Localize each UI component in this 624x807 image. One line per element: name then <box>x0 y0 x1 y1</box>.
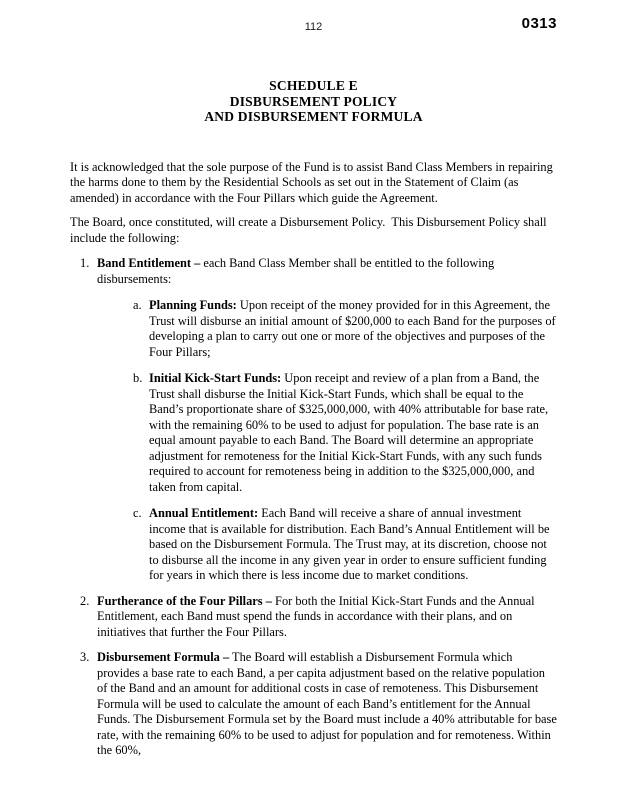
list-item-paragraph <box>97 594 557 641</box>
sub-item-planning-funds <box>133 298 557 360</box>
list-item-paragraph <box>97 256 557 287</box>
list-item-furtherance-four-pillars <box>80 594 557 641</box>
title-line-policy: DISBURSEMENT POLICY <box>229 93 398 109</box>
sub-item-text: Each Band will receive a share of annual investment income that is available for distribution. Each Band’s Annual Entitlement will be based on the Disbursement Formula. The Trust may, at its discretion, choose not to disburse all the income in any given year in order to ensure sufficient funding for years in which there is less income due to market conditions. <box>149 506 553 582</box>
sub-item-letter: c. <box>133 506 142 520</box>
list-item-disbursement-formula <box>80 650 560 759</box>
title-line-formula: AND DISBURSEMENT FORMULA <box>204 109 423 124</box>
list-number: 3. <box>80 650 90 664</box>
list-item-lead: Band Entitlement – <box>97 256 201 270</box>
list-item-lead: Disbursement Formula – <box>97 650 230 664</box>
sub-item-letter: a. <box>133 298 142 312</box>
list-item-body <box>97 594 557 641</box>
sub-item-text: Upon receipt and review of a plan from a Band, the Trust shall disburse the Initial Kick-Start Funds, which shall be equal to the Band’s proportionate share of $325,000,000, with 40% attributable for base rate, with the remaining 60% to be used to adjust for population. The base rate is an equal amount payable to each Band. The Board will determine an appropriate adjustment for remoteness for the Initial Kick-Start Funds, with any such funds required to account for remoteness being in addition to the $325,000,000, and taken from capital. <box>149 371 552 494</box>
sub-item-letter: b. <box>133 371 143 385</box>
list-item-text: The Board will establish a Disbursement Formula which provides a base rate to each Band, a per capita adjustment based on the relative population of the Band and an amount for additional costs in case of remoteness. This Disbursement Formula will be used to calculate the amount of each Band’s entitlement for the Annual Funds. The Disbursement Formula set by the Board must include a 40% attributable for base rate, with the remaining 60% to be used to adjust for population and for remoteness. Within the 60%, <box>97 650 560 757</box>
page-header <box>70 15 557 36</box>
list-item-text: each Band Class Member shall be entitled to the following disbursements: <box>97 256 498 286</box>
sub-item-text: Upon receipt of the money provided for in this Agreement, the Trust will disburse an initial amount of $200,000 to each Band for the purposes of developing a plan to carry out one or more of the objectives and purposes of the Four Pillars; <box>149 298 559 359</box>
list-item-band-entitlement <box>80 256 557 584</box>
list-item-lead: Furtherance of the Four Pillars – <box>97 593 272 608</box>
board-paragraph: The Board, once constituted, will create a Disbursement Policy. This Disbursement Policy shall include the following: <box>70 215 550 245</box>
sub-item-initial-kick-start-funds <box>133 371 557 495</box>
list-item-paragraph <box>97 650 560 759</box>
list-item-body <box>97 256 557 584</box>
list-item-body <box>97 650 560 759</box>
title-line-schedule: SCHEDULE E <box>269 78 358 93</box>
sub-item-lead: Initial Kick-Start Funds: <box>149 371 282 385</box>
intro-paragraph: It is acknowledged that the sole purpose of the Fund is to assist Band Class Members in repairing the harms done to them by the Residential Schools as set out in the Statement of Claim (as amended) in accordance with the Four Pillars which guide the Agreement. <box>70 159 556 205</box>
sub-item-lead: Annual Entitlement: <box>149 506 259 520</box>
list-item-text: For both the Initial Kick-Start Funds and the Annual Entitlement, each Band must spend the funds in accordance with their plans, and on initiatives that further the Four Pillars. <box>97 593 538 639</box>
sub-item-annual-entitlement <box>133 506 557 584</box>
sub-item-body <box>149 506 557 584</box>
bates-stamp-number: 0313 <box>521 15 557 32</box>
sub-item-body <box>149 371 557 495</box>
list-number: 1. <box>80 256 90 270</box>
sub-item-lead: Planning Funds: <box>149 298 237 312</box>
list-number: 2. <box>80 593 90 608</box>
sub-item-body <box>149 298 557 360</box>
page-number: 112 <box>304 21 323 33</box>
document-title <box>70 78 557 125</box>
